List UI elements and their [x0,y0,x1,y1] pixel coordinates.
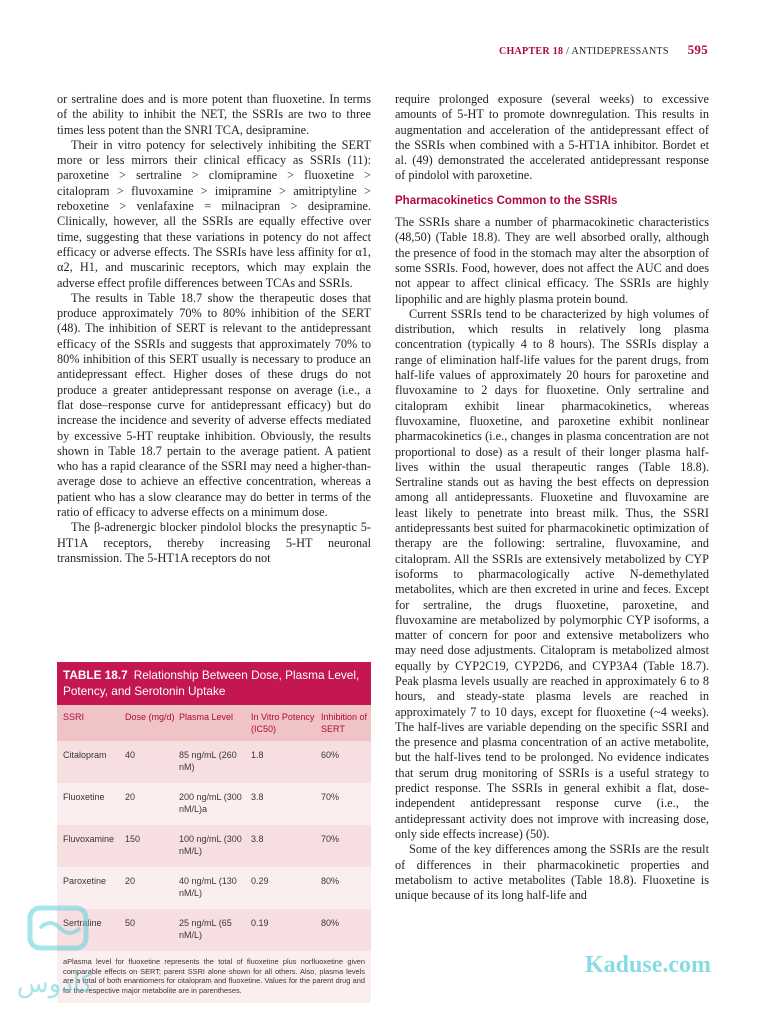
table-footnote: aPlasma level for fluoxetine represents the total of fluoxetine plus norfluoxetine given comparable effects on SERT; parent SSRI alone shown for all others. Also, plasma levels are a total of both enantiomers for citalopram and fluoxetine. Values for the parent drug and for the respective major metabolite are in parentheses. [57,951,371,1003]
table-cell: 1.8 [251,750,264,760]
table-cell: 200 ng/mL (300 nM/L)a [179,792,242,814]
table-cell: 150 [125,834,141,844]
left-paragraph-2: Their in vitro potency for selectively inhibiting the SERT more or less mirrors their clinical efficacy as SSRIs (11): paroxetine > sertraline > clomipramine > fluoxetine > citalopram > fluvoxamine > imipramine > amitriptyline > reboxetine > venlafaxine = milnacipran > desipramine. Clinically, however, all the SSRIs are equally effective over time, suggesting that these variations in potency do not affect efficacy or adverse effects. The SSRIs have less affinity for α1, α2, H1, and muscarinic receptors, which may explain the adverse effect profile differences between TCAs and SSRIs. [57,137,371,290]
watermark-site-text: Kaduse.com [585,952,711,978]
table-cell: 40 ng/mL (130 nM/L) [179,876,237,898]
left-paragraph-3: The results in Table 18.7 show the therapeutic doses that produce approximately 70% to 80% inhibition of the SERT (48). The inhibition of SERT is relevant to the antidepressant efficacy of the SSRIs and suggests that approximately 70% to 80% inhibition of this SERT usually is necessary to produce an antidepressant effect. Higher doses of these drugs do not produce a greater antidepressant response on average (i.e., a flat dose–response curve for antidepressant efficacy) but do increase the incidence and severity of adverse effects mediated by excessive 5-HT reuptake inhibition. Obviously, the results shown in Table 18.7 pertain to the average patient. A patient who has a rapid clearance of the SSRI may need a higher-than-average dose to achieve an effective concentration, whereas a patient who has a slow clearance may do better in terms of the ratio of efficacy to adverse effects on a minimum dose. [57,290,371,520]
right-paragraph-4: Some of the key differences among the SSRIs are the result of differences in their pharmacokinetic properties and metabolism to active metabolites (Table 18.8). Fluoxetine is unique because of its long half-life and [395,842,709,903]
table-caption: Relationship Between Dose, Plasma Level, Potency, and Serotonin Uptake [63,668,360,698]
table-header-cell: SSRI [63,712,85,722]
watermark-logo-text: کادوس [16,969,94,999]
watermark-logo [10,900,100,1020]
running-head [499,42,708,58]
table-row [57,867,371,909]
table-cell: Citalopram [63,750,107,760]
table-header-cell: Dose (mg/d) [125,712,175,722]
table-number: TABLE 18.7 [63,668,128,682]
table-header-row [57,705,371,741]
table-cell: 100 ng/mL (300 nM/L) [179,834,242,856]
table-cell: 0.19 [251,918,269,928]
chapter-label: CHAPTER 18 [498,46,564,57]
table-cell: 20 [125,876,136,886]
left-paragraph-4: The β-adrenergic blocker pindolol blocks the presynaptic 5-HT1A receptors, thereby increasing 5-HT neuronal transmission. The 5-HT1A receptors do not [57,520,371,565]
table-cell: 20 [125,792,136,802]
table-cell: 60% [321,750,340,760]
table-header-cell: In Vitro Potency (IC50) [251,712,315,734]
left-column [57,92,371,566]
table-18-7 [57,662,371,1003]
table-cell: Paroxetine [63,876,107,886]
header-separator: / [563,46,572,57]
table-row [57,741,371,783]
table-cell: 70% [321,834,340,844]
table-title [57,662,371,705]
right-column [395,92,709,903]
table-row [57,783,371,825]
table-cell: 3.8 [251,792,264,802]
table-cell: 0.29 [251,876,269,886]
table-cell: 50 [125,918,136,928]
left-paragraph-1: or sertraline does and is more potent than fluoxetine. In terms of the ability to inhibit the NET, the SSRIs are two to three times less potent than the SNRI TCA, desipramine. [57,92,371,137]
right-paragraph-1: require prolonged exposure (several weeks) to excessive amounts of 5-HT to promote downregulation. This results in augmentation and acceleration of the antidepressant effect of the SSRIs when combined with a 5-HT1A inhibitor. Bordet et al. (49) demonstrated the accelerated antidepressant response of pindolol with paroxetine. [395,92,709,183]
table-row [57,825,371,867]
table-cell: 25 ng/mL (65 nM/L) [179,918,232,940]
section-heading: Pharmacokinetics Common to the SSRIs [395,194,618,207]
table-cell: 80% [321,918,340,928]
table-header-cell: Inhibition of SERT [321,712,368,734]
table-row [57,909,371,951]
table-cell: 85 ng/mL (260 nM) [179,750,237,772]
table-cell: 3.8 [251,834,264,844]
table-cell: Fluvoxamine [63,834,115,844]
right-paragraph-3: Current SSRIs tend to be characterized by high volumes of distribution, which results in relatively long plasma concentration (typically 4 to 8 hours). The SSRIs display a range of elimination half-life values for the parent drugs, from half-life values of approximately 20 hours for paroxetine and fluvoxamine to 2 days for fluoxetine. Only sertraline and citalopram exhibit linear pharmacokinetics, whereas fluvoxamine, fluoxetine, and paroxetine exhibit nonlinear pharmacokinetics (i.e., changes in plasma concentration are not proportional to dose) as a result of their longer plasma half-lives within the usual therapeutic ranges (Table 18.8). Sertraline stands out as having the best effects on depression among all antidepressants. Fluoxetine and fluvoxamine are least likely to penetrate into breast milk. Thus, the SSRI antidepressants best suited for pharmacokinetic optimization of therapy are the following: sertraline, fluvoxamine, and citalopram. All the SSRIs are extensively metabolized by CYP isoforms to pharmacologically active N-demethylated metabolites, which are then excreted in urine and feces. Except for sertraline, the drugs fluoxetine, paroxetine, and fluvoxamine are metabolized by polymorphic CYP isoforms, a matter of concern for poor and extensive metabolizers who may need dose adjustments. Citalopram is metabolized almost equally by CYP2C19, CYP2D6, and CYP3A4 (Table 18.7). Peak plasma levels usually are reached in approximately 6 to 8 hours, and steady-state plasma levels are reached in approximately 7 to 10 days, except for fluoxetine (~4 weeks). The half-lives are variable depending on the specific SSRI and the presence and plasma concentration of an active metabolite, but the half-lives tend to be prolonged. No evidence indicates that serum drug monitoring of SSRIs is a useful strategy to predict response. The SSRIs in general exhibit a flat, dose-independent antidepressant response curve (i.e., the antidepressant activity does not improve with increasing dose, only side effects increase) (50). [395,306,709,841]
chapter-title: ANTIDEPRESSANTS [571,46,669,57]
right-paragraph-2: The SSRIs share a number of pharmacokinetic characteristics (48,50) (Table 18.8). They are well absorbed orally, although the presence of food in the stomach may alter the absorption of some SSRIs. Food, however, does not affect the AUC and does not appear to affect clinical efficacy. The SSRIs are highly lipophilic and are highly plasma protein bound. [395,215,709,306]
table-cell: 80% [321,876,340,886]
table-cell: Sertraline [63,918,102,928]
table-cell: Fluoxetine [63,792,105,802]
table-cell: 40 [125,750,136,760]
table-cell: 70% [321,792,340,802]
page-number: 595 [687,42,708,57]
table-header-cell: Plasma Level [179,712,234,722]
